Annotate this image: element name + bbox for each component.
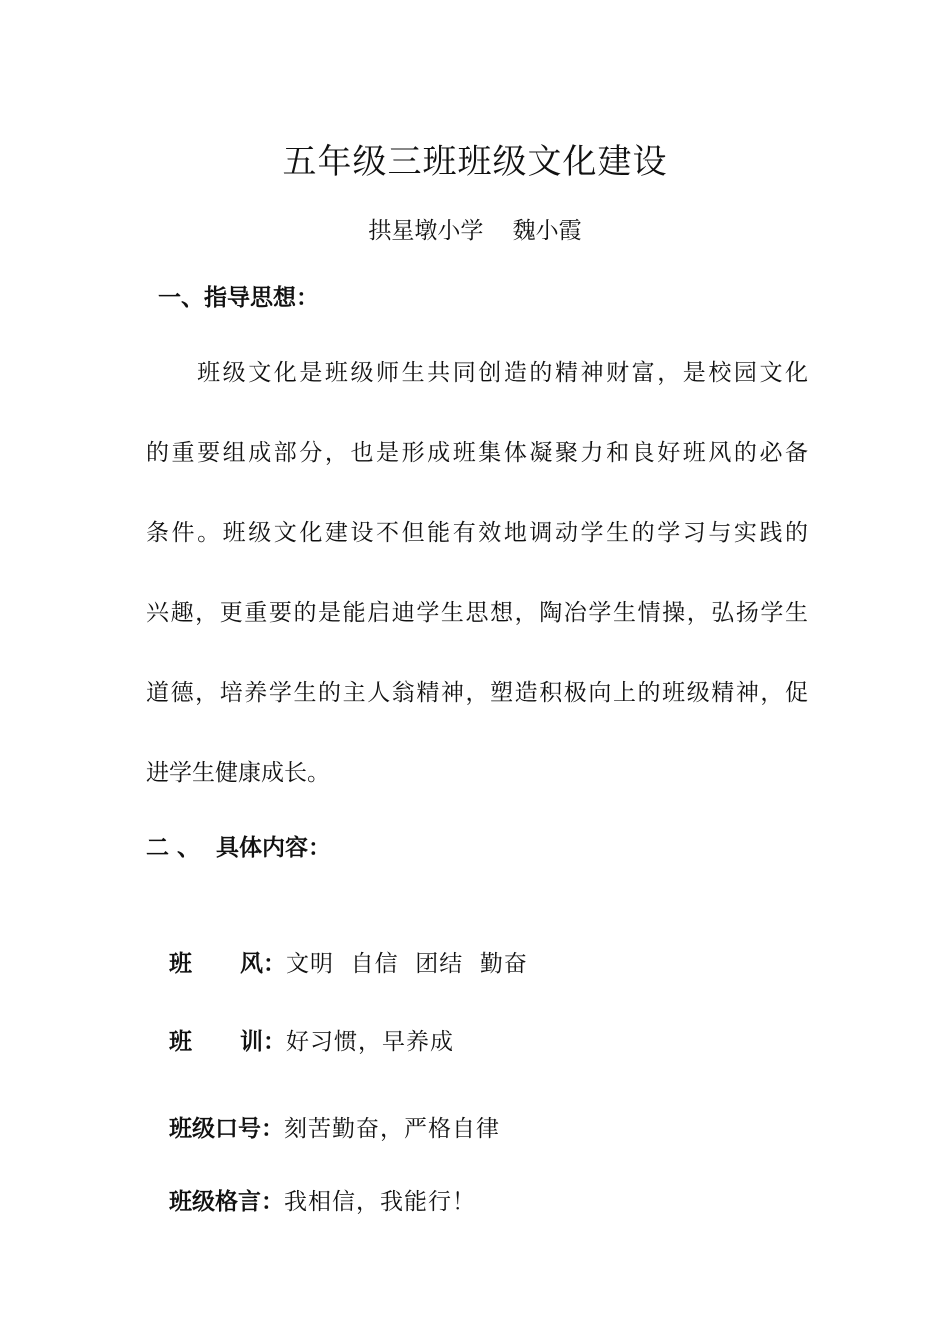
paragraph-line: 条件。班级文化建设不但能有效地调动学生的学习与实践的	[146, 520, 808, 546]
class-maxim-label: 班级格言：	[169, 1189, 284, 1215]
author-line: 拱星墩小学 魏小霞	[368, 218, 582, 244]
class-motto-value: 好习惯，早养成	[286, 1029, 455, 1055]
class-slogan-row	[146, 1069, 500, 1142]
paragraph-line: 进学生健康成长。	[146, 760, 330, 786]
paragraph-line: 的重要组成部分，也是形成班集体凝聚力和良好班风的必备	[146, 440, 808, 466]
class-motto-label: 班 训：	[169, 1029, 287, 1055]
class-motto-row	[146, 982, 455, 1055]
class-slogan-value: 刻苦勤奋，严格自律	[284, 1116, 500, 1142]
section-heading-specific-content: 二 、 具体内容：	[146, 835, 332, 861]
section-heading-guiding-thought: 一、指导思想：	[158, 285, 319, 311]
class-maxim-row	[146, 1142, 476, 1215]
class-slogan-label: 班级口号：	[169, 1116, 284, 1142]
paragraph-line: 班级文化是班级师生共同创造的精神财富，是校园文化	[146, 360, 808, 386]
class-maxim-value: 我相信，我能行！	[284, 1189, 476, 1215]
paragraph-line: 道德，培养学生的主人翁精神，塑造积极向上的班级精神，促	[146, 680, 808, 706]
class-style-value: 文明 自信 团结 勤奋	[286, 951, 528, 977]
class-style-label: 班 风：	[169, 951, 287, 977]
document-title: 五年级三班班级文化建设	[282, 142, 668, 182]
class-style-row	[146, 904, 528, 977]
paragraph-line: 兴趣，更重要的是能启迪学生思想，陶冶学生情操，弘扬学生	[146, 600, 808, 626]
